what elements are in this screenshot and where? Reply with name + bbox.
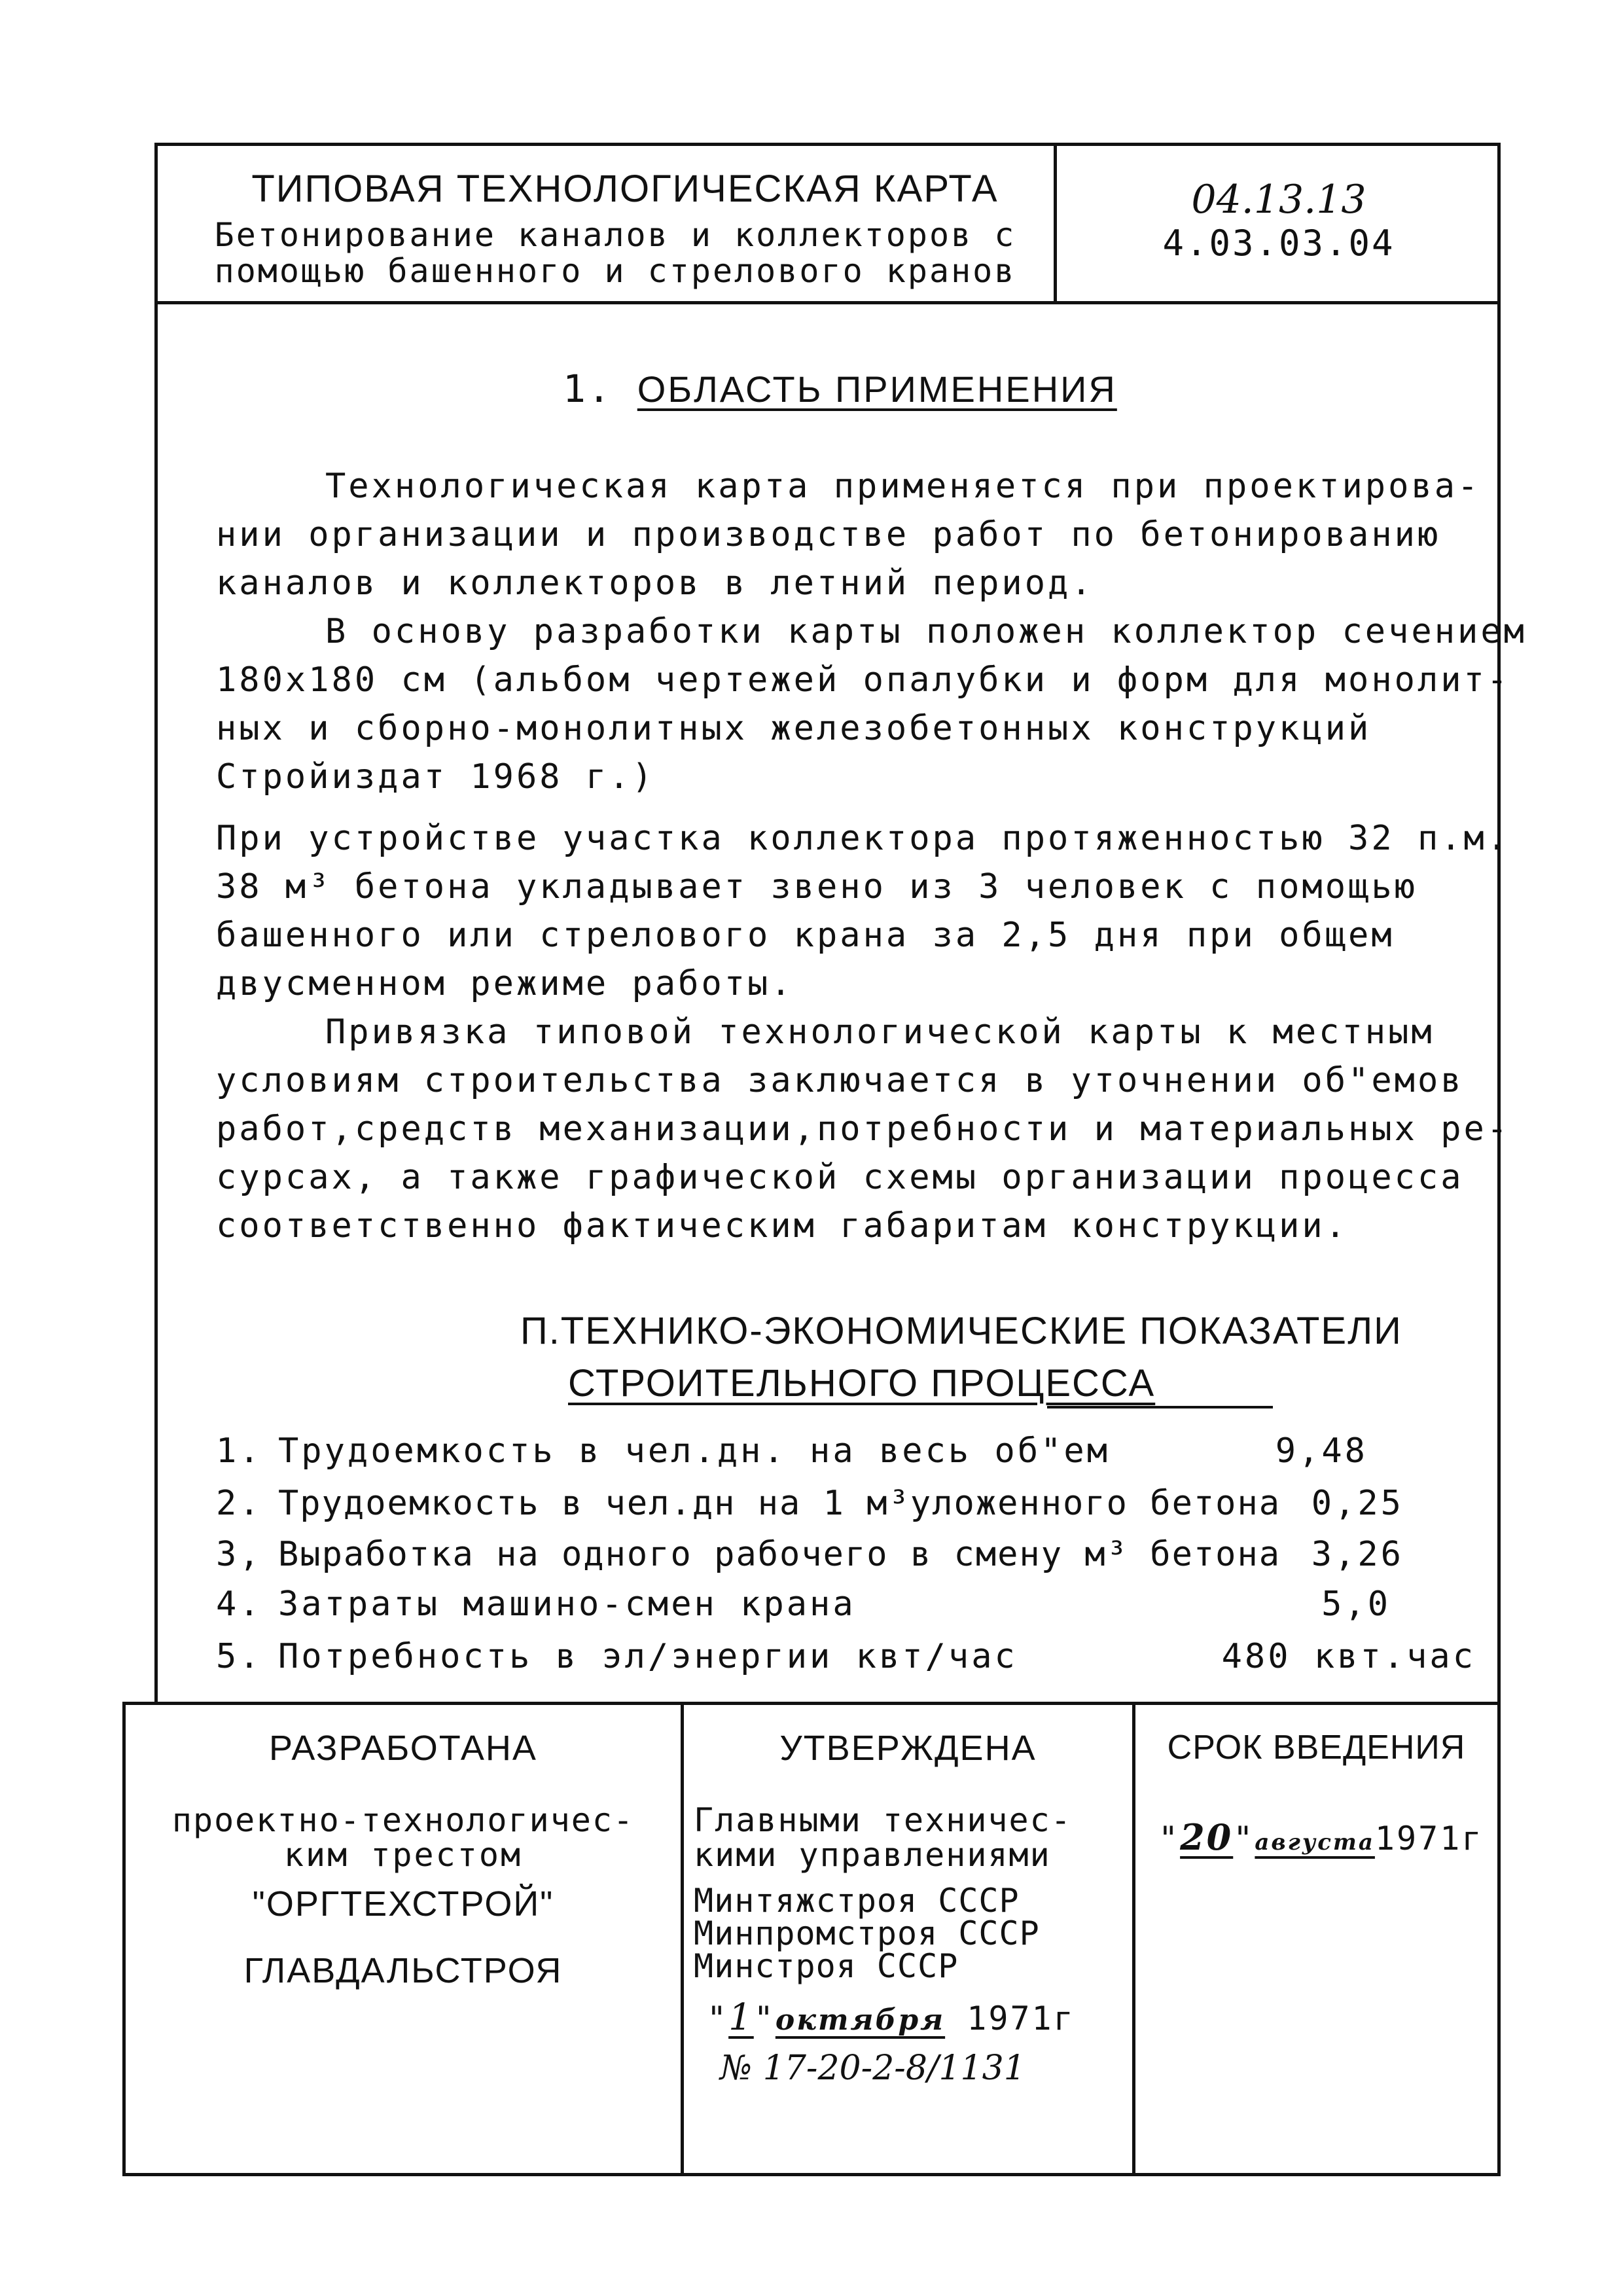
approved-number: № 17-20-2-8/1131 xyxy=(720,2049,1026,2088)
approved-line2: кими управлениями xyxy=(694,1836,1051,1874)
section1-line-10: двусменном режиме работы. xyxy=(216,964,794,1003)
section2-heading-line2: СТРОИТЕЛЬНОГО ПРОЦЕССА xyxy=(568,1362,1156,1405)
section1-line-9: башенного или стрелового крана за 2,5 дня при общем xyxy=(216,916,1395,955)
approved-heading: УТВЕРЖДЕНА xyxy=(779,1729,1037,1768)
footer-divider-1 xyxy=(681,1702,684,2173)
footer-top-line xyxy=(122,1702,1501,1705)
indicator-value-4: 5,0 xyxy=(1321,1585,1391,1624)
approved-date-day: 1 xyxy=(728,1996,754,2039)
effective-date-month: августа xyxy=(1255,1829,1375,1856)
approved-date-year: 1971г xyxy=(967,2000,1075,2037)
approved-min2: Минпромстроя СССР xyxy=(694,1914,1040,1952)
indicator-label-4: Затраты машино-смен крана xyxy=(278,1585,856,1624)
indicator-num-2: 2. xyxy=(216,1484,262,1523)
indicator-value-5: 480 квт.час xyxy=(1221,1637,1476,1676)
frame-left xyxy=(154,143,158,1704)
indicator-num-5: 5. xyxy=(216,1637,262,1676)
effective-date-day: 20 xyxy=(1180,1816,1234,1858)
section2-heading-line1: П.ТЕХНИКО-ЭКОНОМИЧЕСКИЕ ПОКАЗАТЕЛИ xyxy=(520,1310,1402,1352)
indicator-label-1: Трудоемкость в чел.дн. на весь об"ем xyxy=(278,1431,1111,1471)
section1-line-1: нии организации и производстве работ по бетонированию xyxy=(216,515,1441,554)
header-bottom-line xyxy=(154,301,1501,304)
section1-line-11: Привязка типовой технологической карты к местным xyxy=(325,1013,1435,1052)
frame-top xyxy=(154,143,1501,146)
approved-date-month: октября xyxy=(775,2003,946,2037)
doc-subtitle-line1: Бетонирование каналов и коллекторов с xyxy=(214,216,1016,254)
doc-title: ТИПОВАЯ ТЕХНОЛОГИЧЕСКАЯ КАРТА xyxy=(251,168,999,210)
section1-line-4: 180х180 см (альбом чертежей опалубки и форм для монолит- xyxy=(216,660,1510,700)
section1-line-12: условиям строительства заключается в уточнении об"емов xyxy=(216,1061,1464,1100)
frame-bottom-outer xyxy=(122,2173,1501,2176)
footer-right-border xyxy=(1497,1702,1501,2176)
indicator-num-1: 1. xyxy=(216,1431,262,1471)
approved-min3: Минстроя СССР xyxy=(694,1947,959,1985)
section1-line-0: Технологическая карта применяется при проектирова- xyxy=(325,467,1481,506)
frame-right xyxy=(1497,143,1501,1704)
footer-divider-2 xyxy=(1132,1702,1135,2173)
developed-line1: проектно-технологичес- xyxy=(171,1801,635,1839)
indicator-label-5: Потребность в эл/энергии квт/час xyxy=(278,1637,1018,1676)
developed-org: "ОРГТЕХСТРОЙ" xyxy=(252,1884,554,1924)
footer-left-border xyxy=(122,1702,126,2176)
doc-code-handwritten: 04.13.13 xyxy=(1191,177,1366,223)
indicator-value-2: 0,25 xyxy=(1311,1484,1404,1523)
doc-subtitle-line2: помощью башенного и стрелового кранов xyxy=(214,252,1016,290)
approved-date: "1"октября 1971г xyxy=(707,1996,1075,2039)
developed-dept: ГЛАВДАЛЬСТРОЯ xyxy=(243,1951,563,1990)
doc-code: 4.03.03.04 xyxy=(1162,223,1395,264)
section1-heading-num: 1. xyxy=(563,367,613,411)
effective-date: "20"августа1971г xyxy=(1158,1816,1484,1858)
developed-line2: ким трестом xyxy=(283,1836,523,1874)
indicator-value-3: 3,26 xyxy=(1311,1535,1404,1574)
indicator-num-3: 3, xyxy=(216,1535,262,1574)
section1-line-13: работ,средств механизации,потребности и материальных ре- xyxy=(216,1109,1510,1149)
approved-line1: Главными техничес- xyxy=(694,1801,1072,1839)
section1-line-2: каналов и коллекторов в летний период. xyxy=(216,564,1094,603)
indicator-value-1: 9,48 xyxy=(1275,1431,1368,1471)
section1-heading xyxy=(563,367,1117,411)
approved-min1: Минтяжстроя СССР xyxy=(694,1882,1020,1920)
section1-line-6: Стройиздат 1968 г.) xyxy=(216,757,655,797)
section1-line-7: При устройстве участка коллектора протяженностью 32 п.м. xyxy=(216,819,1510,858)
indicator-label-2: Трудоемкость в чел.дн на 1 м³уложенного бетона xyxy=(278,1484,1281,1523)
effective-date-year: 1971г xyxy=(1374,1820,1484,1857)
effective-heading: СРОК ВВЕДЕНИЯ xyxy=(1167,1729,1466,1767)
section1-line-8: 38 м³ бетона укладывает звено из 3 человек с помощью xyxy=(216,867,1418,906)
developed-heading: РАЗРАБОТАНА xyxy=(269,1729,537,1768)
section1-line-5: ных и сборно-монолитных железобетонных конструкций xyxy=(216,709,1372,748)
section1-heading-text: ОБЛАСТЬ ПРИМЕНЕНИЯ xyxy=(637,368,1117,410)
indicator-label-3: Выработка на одного рабочего в смену м³ бетона xyxy=(278,1535,1281,1574)
section1-line-3: В основу разработки карты положен коллектор сечением xyxy=(325,612,1527,651)
section2-heading-underline-ext xyxy=(1047,1406,1273,1408)
section1-line-14: сурсах, а также графической схемы организации процесса xyxy=(216,1158,1464,1197)
section1-line-15: соответственно фактическим габаритам конструкции. xyxy=(216,1206,1349,1246)
indicator-num-4: 4. xyxy=(216,1585,262,1624)
